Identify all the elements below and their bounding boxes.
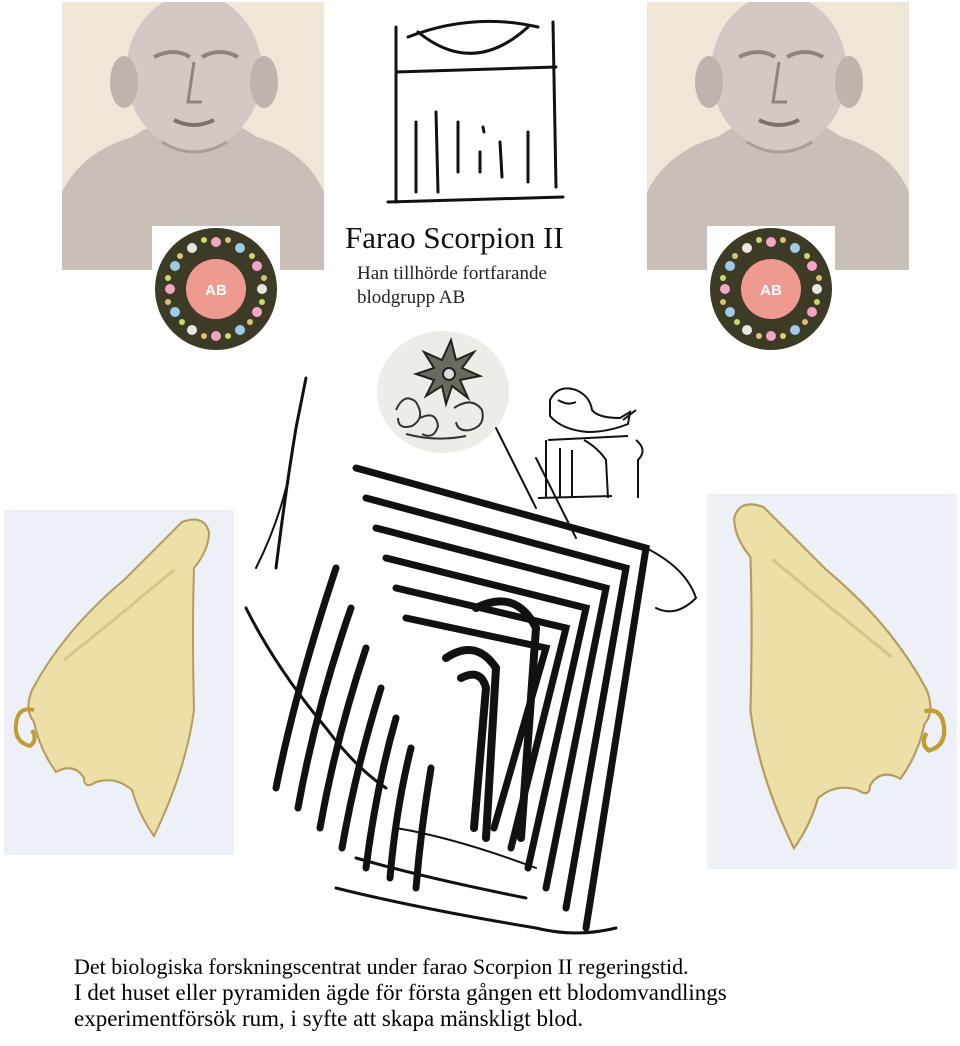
caption xyxy=(74,954,934,1032)
labyrinth-sketch xyxy=(236,368,706,958)
subtitle-line-1: Han tillhörde fortfarande xyxy=(357,263,547,284)
caption-line-3: experimentförsök rum, i syfte att skapa mänskligt blod. xyxy=(74,1006,584,1031)
badge-label-right: AB xyxy=(760,282,782,299)
serekh-sketch xyxy=(378,2,573,212)
subtitle-line-2: blodgrupp AB xyxy=(357,287,466,308)
blood-type-badge-right xyxy=(707,226,835,352)
caption-line-2: I det huset eller pyramiden ägde för första gången ett blodomvandlings xyxy=(74,980,727,1005)
page-title: Farao Scorpion II xyxy=(345,220,564,255)
caption-line-1: Det biologiska forskningscentrat under farao Scorpion II regeringstid. xyxy=(74,954,689,979)
bone-left xyxy=(4,510,234,855)
blood-type-badge-left xyxy=(152,226,280,352)
badge-label-left: AB xyxy=(205,282,227,299)
bone-right xyxy=(707,494,957,869)
page-subtitle xyxy=(357,262,617,310)
